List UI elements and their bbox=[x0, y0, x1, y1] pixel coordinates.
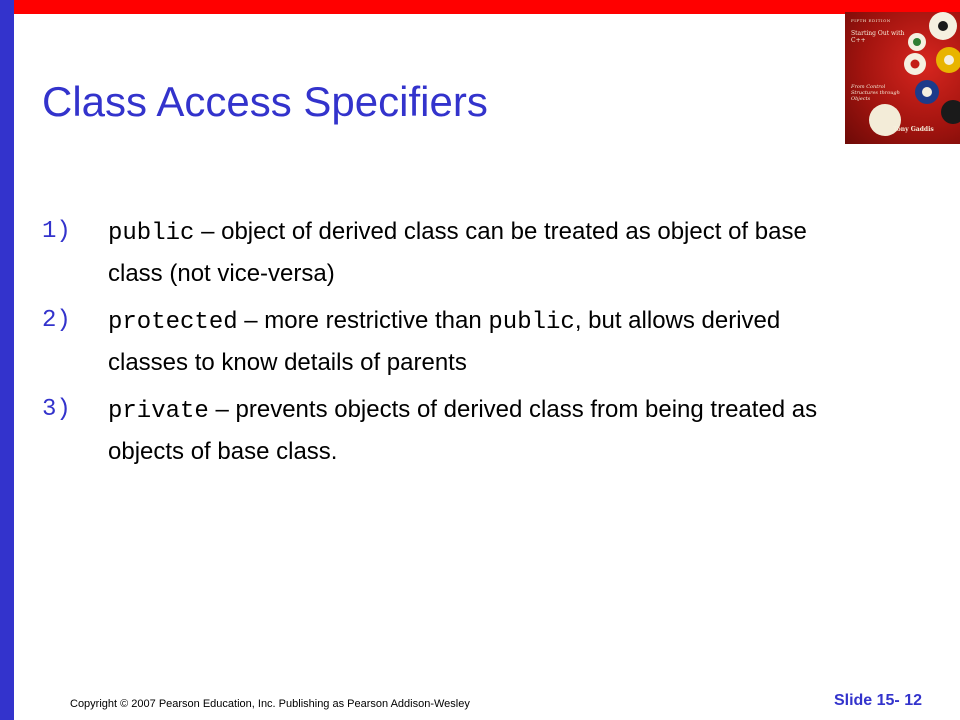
left-accent-bar bbox=[0, 0, 14, 720]
slide-title: Class Access Specifiers bbox=[42, 78, 488, 125]
keyword-private: private bbox=[108, 398, 209, 425]
item-description-end: , but allows derived classes to know details of parents bbox=[108, 307, 781, 376]
inline-keyword-public: public bbox=[488, 309, 575, 336]
cover-title: Starting Out with C++ bbox=[851, 30, 905, 44]
cover-edition: FIFTH EDITION bbox=[851, 18, 891, 23]
item-description: – object of derived class can be treated as object of base class (not vice-versa) bbox=[108, 218, 807, 287]
book-cover-image bbox=[845, 12, 960, 144]
access-specifier-list bbox=[42, 212, 842, 479]
item-number: 1) bbox=[42, 218, 71, 245]
keyword-public: public bbox=[108, 220, 195, 247]
slide-number: Slide 15- 12 bbox=[833, 692, 922, 709]
keyword-protected: protected bbox=[108, 309, 238, 336]
list-item-public bbox=[42, 212, 842, 294]
cover-subtitle: From Control Structures through Objects bbox=[851, 84, 900, 102]
list-item-private bbox=[42, 390, 842, 472]
list-item-protected bbox=[42, 301, 842, 383]
top-accent-bar bbox=[0, 0, 960, 14]
copyright-notice: Copyright © 2007 Pearson Education, Inc. Publishing as Pearson Addison-Wesley bbox=[70, 698, 470, 710]
item-description: – prevents objects of derived class from being treated as objects of base class. bbox=[108, 396, 818, 465]
item-description-start: – more restrictive than bbox=[237, 307, 489, 334]
item-number: 2) bbox=[42, 307, 71, 334]
cover-author: Tony Gaddis bbox=[893, 126, 934, 133]
item-number: 3) bbox=[42, 396, 71, 423]
